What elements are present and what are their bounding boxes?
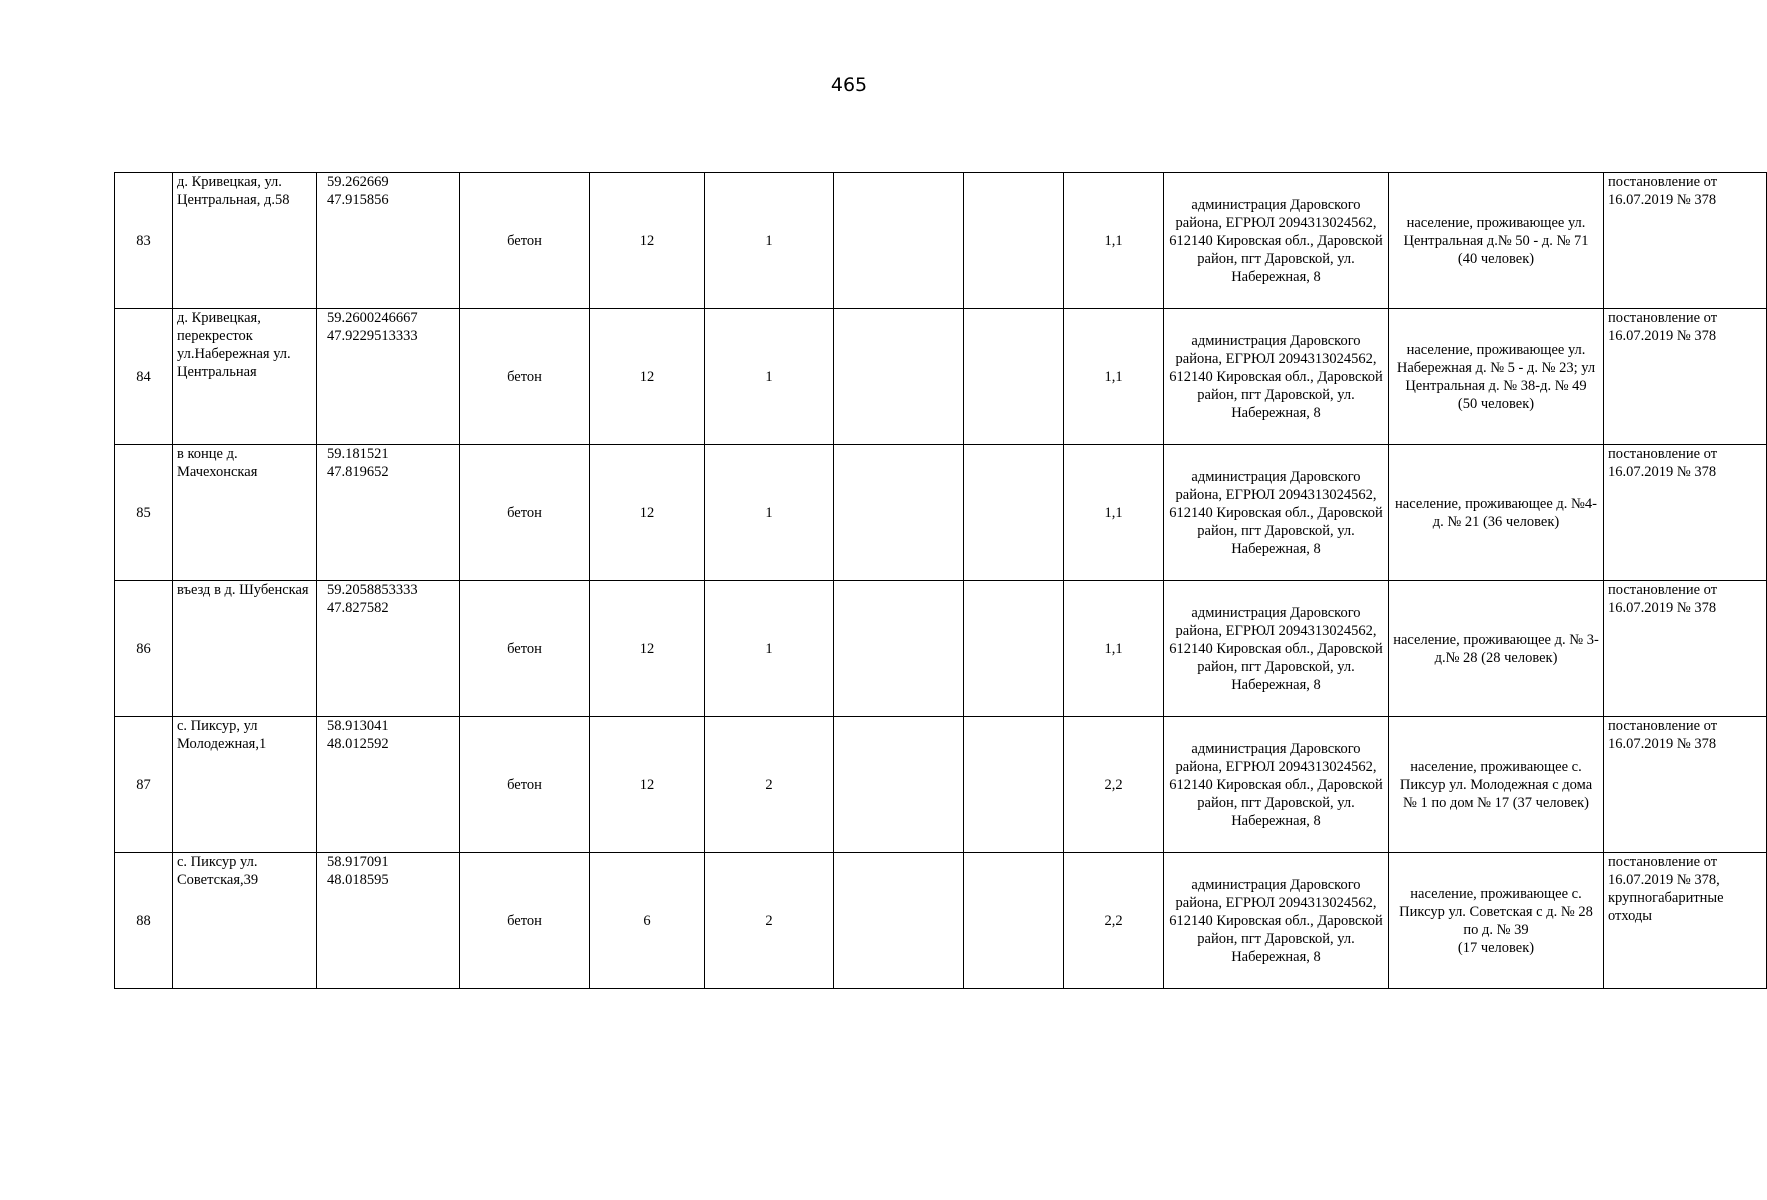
empty-cell: [834, 445, 964, 581]
empty-cell: [964, 581, 1064, 717]
empty-cell: [964, 445, 1064, 581]
owner-cell: администрация Даровского района, ЕГРЮЛ 2094313024562, 612140 Кировская обл., Даровской район, пгт Даровской, ул. Набережная, 8: [1164, 309, 1389, 445]
location-text: в конце д. Мачехонская: [177, 446, 258, 480]
empty-cell: [834, 853, 964, 989]
page-number: 465: [830, 74, 868, 96]
row-number-cell: 83: [115, 173, 173, 309]
location-text: д. Кривецкая, перекресток ул.Набережная ул. Центральная: [177, 310, 291, 380]
container-count-cell: 2: [705, 853, 834, 989]
table-row: [115, 445, 1767, 581]
empty-cell: [964, 173, 1064, 309]
longitude-text: 47.819652: [327, 464, 389, 480]
longitude-text: 48.018595: [327, 872, 389, 888]
table-row: [115, 309, 1767, 445]
location-text: д. Кривецкая, ул. Центральная, д.58: [177, 174, 290, 208]
coordinates-cell: [317, 173, 460, 309]
location-text: с. Пиксур, ул Молодежная,1: [177, 718, 267, 752]
container-count-cell: 1: [705, 173, 834, 309]
surface-cell: бетон: [460, 445, 590, 581]
served-population-cell: население, проживающее с. Пиксур ул. Молодежная с дома № 1 по дом № 17 (37 человек): [1389, 717, 1604, 853]
location-cell: [173, 853, 317, 989]
surface-cell: бетон: [460, 853, 590, 989]
longitude-text: 47.9229513333: [327, 328, 418, 344]
row-number-cell: 88: [115, 853, 173, 989]
volume-cell: 2,2: [1064, 853, 1164, 989]
table-row: [115, 853, 1767, 989]
basis-cell: постановление от 16.07.2019 № 378: [1604, 717, 1767, 853]
area-cell: 12: [590, 309, 705, 445]
empty-cell: [964, 853, 1064, 989]
latitude-text: 59.262669: [327, 174, 389, 190]
owner-cell: администрация Даровского района, ЕГРЮЛ 2094313024562, 612140 Кировская обл., Даровской район, пгт Даровской, ул. Набережная, 8: [1164, 445, 1389, 581]
area-cell: 12: [590, 173, 705, 309]
served-population-cell: население, проживающее д. №4- д. № 21 (36 человек): [1389, 445, 1604, 581]
coordinates-cell: [317, 309, 460, 445]
owner-cell: администрация Даровского района, ЕГРЮЛ 2094313024562, 612140 Кировская обл., Даровской район, пгт Даровской, ул. Набережная, 8: [1164, 717, 1389, 853]
longitude-text: 47.915856: [327, 192, 389, 208]
basis-cell: постановление от 16.07.2019 № 378: [1604, 173, 1767, 309]
empty-cell: [964, 309, 1064, 445]
latitude-text: 59.181521: [327, 446, 389, 462]
surface-cell: бетон: [460, 717, 590, 853]
longitude-text: 47.827582: [327, 600, 389, 616]
waste-sites-table: [114, 172, 1767, 989]
coordinates-cell: [317, 853, 460, 989]
basis-cell: постановление от 16.07.2019 № 378, крупногабаритные отходы: [1604, 853, 1767, 989]
longitude-text: 48.012592: [327, 736, 389, 752]
area-cell: 12: [590, 717, 705, 853]
latitude-text: 58.913041: [327, 718, 389, 734]
empty-cell: [834, 173, 964, 309]
area-cell: 12: [590, 581, 705, 717]
empty-cell: [964, 717, 1064, 853]
owner-cell: администрация Даровского района, ЕГРЮЛ 2094313024562, 612140 Кировская обл., Даровской район, пгт Даровской, ул. Набережная, 8: [1164, 853, 1389, 989]
location-cell: [173, 309, 317, 445]
row-number-cell: 84: [115, 309, 173, 445]
volume-cell: 1,1: [1064, 445, 1164, 581]
empty-cell: [834, 581, 964, 717]
coordinates-cell: [317, 717, 460, 853]
row-number-cell: 85: [115, 445, 173, 581]
location-cell: [173, 581, 317, 717]
volume-cell: 1,1: [1064, 173, 1164, 309]
basis-cell: постановление от 16.07.2019 № 378: [1604, 309, 1767, 445]
volume-cell: 1,1: [1064, 581, 1164, 717]
location-cell: [173, 717, 317, 853]
location-text: с. Пиксур ул. Советская,39: [177, 854, 259, 888]
location-cell: [173, 445, 317, 581]
empty-cell: [834, 717, 964, 853]
owner-cell: администрация Даровского района, ЕГРЮЛ 2094313024562, 612140 Кировская обл., Даровской район, пгт Даровской, ул. Набережная, 8: [1164, 173, 1389, 309]
area-cell: 6: [590, 853, 705, 989]
volume-cell: 2,2: [1064, 717, 1164, 853]
coordinates-cell: [317, 581, 460, 717]
container-count-cell: 2: [705, 717, 834, 853]
table-row: [115, 581, 1767, 717]
area-cell: 12: [590, 445, 705, 581]
location-cell: [173, 173, 317, 309]
row-number-cell: 86: [115, 581, 173, 717]
latitude-text: 59.2600246667: [327, 310, 418, 326]
served-population-cell: население, проживающее ул. Набережная д. № 5 - д. № 23; ул Центральная д. № 38-д. № 49 (50 человек): [1389, 309, 1604, 445]
row-number-cell: 87: [115, 717, 173, 853]
coordinates-cell: [317, 445, 460, 581]
location-text: въезд в д. Шубенская: [177, 582, 309, 598]
container-count-cell: 1: [705, 445, 834, 581]
empty-cell: [834, 309, 964, 445]
basis-cell: постановление от 16.07.2019 № 378: [1604, 445, 1767, 581]
latitude-text: 59.2058853333: [327, 582, 418, 598]
volume-cell: 1,1: [1064, 309, 1164, 445]
container-count-cell: 1: [705, 309, 834, 445]
surface-cell: бетон: [460, 581, 590, 717]
served-population-cell: население, проживающее д. № 3-д.№ 28 (28 человек): [1389, 581, 1604, 717]
owner-cell: администрация Даровского района, ЕГРЮЛ 2094313024562, 612140 Кировская обл., Даровской район, пгт Даровской, ул. Набережная, 8: [1164, 581, 1389, 717]
basis-cell: постановление от 16.07.2019 № 378: [1604, 581, 1767, 717]
surface-cell: бетон: [460, 309, 590, 445]
container-count-cell: 1: [705, 581, 834, 717]
served-population-cell: население, проживающее с. Пиксур ул. Советская с д. № 28 по д. № 39 (17 человек): [1389, 853, 1604, 989]
latitude-text: 58.917091: [327, 854, 389, 870]
served-population-cell: население, проживающее ул. Центральная д.№ 50 - д. № 71 (40 человек): [1389, 173, 1604, 309]
table-row: [115, 173, 1767, 309]
table-row: [115, 717, 1767, 853]
surface-cell: бетон: [460, 173, 590, 309]
